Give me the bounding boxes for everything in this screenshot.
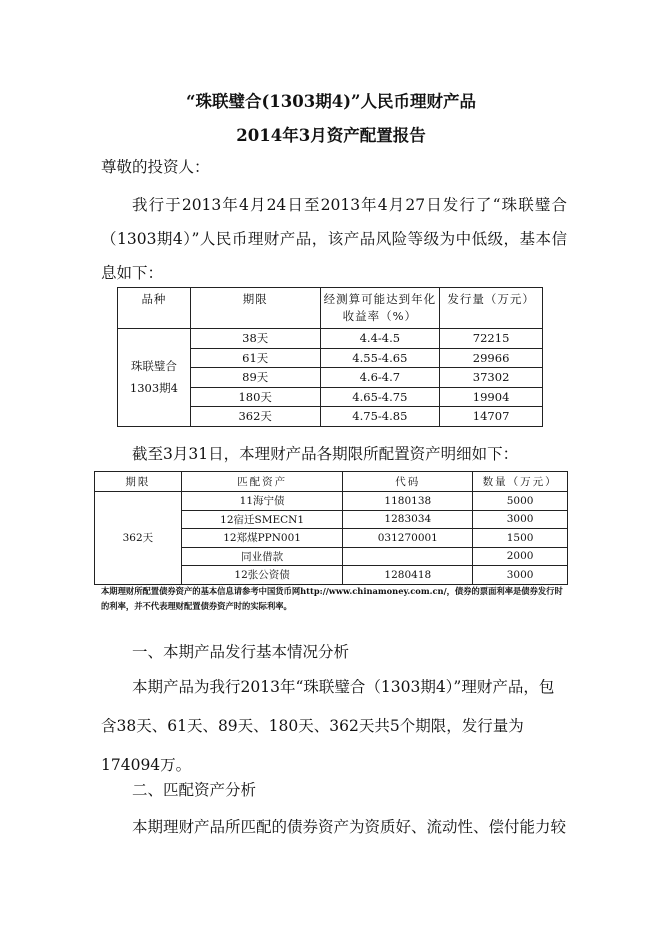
asset-cell: 12宿迁SMECN1 [181,510,343,529]
amount-cell: 14707 [440,407,543,427]
product-name-cell: 珠联璧合1303期4 [118,329,191,427]
column-header: 代码 [343,472,473,492]
term-cell: 362天 [95,492,182,585]
amount-cell: 2000 [473,547,568,566]
column-header: 期限 [95,472,182,492]
term-cell: 38天 [190,329,320,349]
section-heading-2: 二、匹配资产分析 [132,781,257,799]
section-heading-1: 一、本期产品发行基本情况分析 [132,643,350,661]
allocation-intro: 截至3月31日，本理财产品各期限所配置资产明细如下： [132,445,519,463]
code-cell: 1180138 [343,492,473,511]
yield-cell: 4.75-4.85 [320,407,440,427]
table-footnote: 本期理财所配置债券资产的基本信息请参考中国货币网http://www.chinamoney.com.cn/，债券的票面利率是债券发行时的利率，并不代表理财配置债券资产时的实际利率。 [101,586,563,611]
amount-cell: 1500 [473,529,568,548]
yield-cell: 4.65-4.75 [320,387,440,407]
yield-cell: 4.6-4.7 [320,368,440,388]
code-cell: 1283034 [343,510,473,529]
amount-cell: 37302 [440,368,543,388]
column-header: 期限 [190,288,320,329]
column-header: 数量（万元） [473,472,568,492]
basic-info-table [117,287,543,427]
amount-cell: 29966 [440,348,543,368]
term-cell: 362天 [190,407,320,427]
column-header: 匹配资产 [181,472,343,492]
asset-cell: 同业借款 [181,547,343,566]
term-cell: 89天 [190,368,320,388]
amount-cell: 72215 [440,329,543,349]
greeting: 尊敬的投资人： [101,158,210,176]
code-cell [343,547,473,566]
table-header-row [95,472,568,492]
asset-cell: 12张公资债 [181,566,343,585]
asset-cell: 11海宁债 [181,492,343,511]
asset-allocation-table [94,471,568,585]
section-body-1: 本期产品为我行2013年“珠联璧合（1303期4）”理财产品，包含38天、61天、89天、180天、362天共5个期限，发行量为174094万。 [101,678,555,774]
table-row [118,329,543,349]
column-header: 经测算可能达到年化收益率（%） [320,288,440,329]
document-subtitle: 2014年3月资产配置报告 [236,126,426,145]
column-header: 发行量（万元） [440,288,543,329]
document-title: “珠联璧合(1303期4)”人民币理财产品 [186,92,476,111]
amount-cell: 19904 [440,387,543,407]
amount-cell: 5000 [473,492,568,511]
code-cell: 031270001 [343,529,473,548]
table-row [95,492,568,511]
asset-cell: 12郑煤PPN001 [181,529,343,548]
term-cell: 180天 [190,387,320,407]
section-body-2: 本期理财产品所匹配的债券资产为资质好、流动性、偿付能力较 [132,818,567,836]
amount-cell: 3000 [473,510,568,529]
code-cell: 1280418 [343,566,473,585]
yield-cell: 4.4-4.5 [320,329,440,349]
yield-cell: 4.55-4.65 [320,348,440,368]
table-header-row [118,288,543,329]
amount-cell: 3000 [473,566,568,585]
intro-paragraph: 我行于2013年4月24日至2013年4月27日发行了“珠联璧合（1303期4）”人民币理财产品，该产品风险等级为中低级，基本信息如下： [101,196,567,282]
column-header: 品种 [118,288,191,329]
term-cell: 61天 [190,348,320,368]
